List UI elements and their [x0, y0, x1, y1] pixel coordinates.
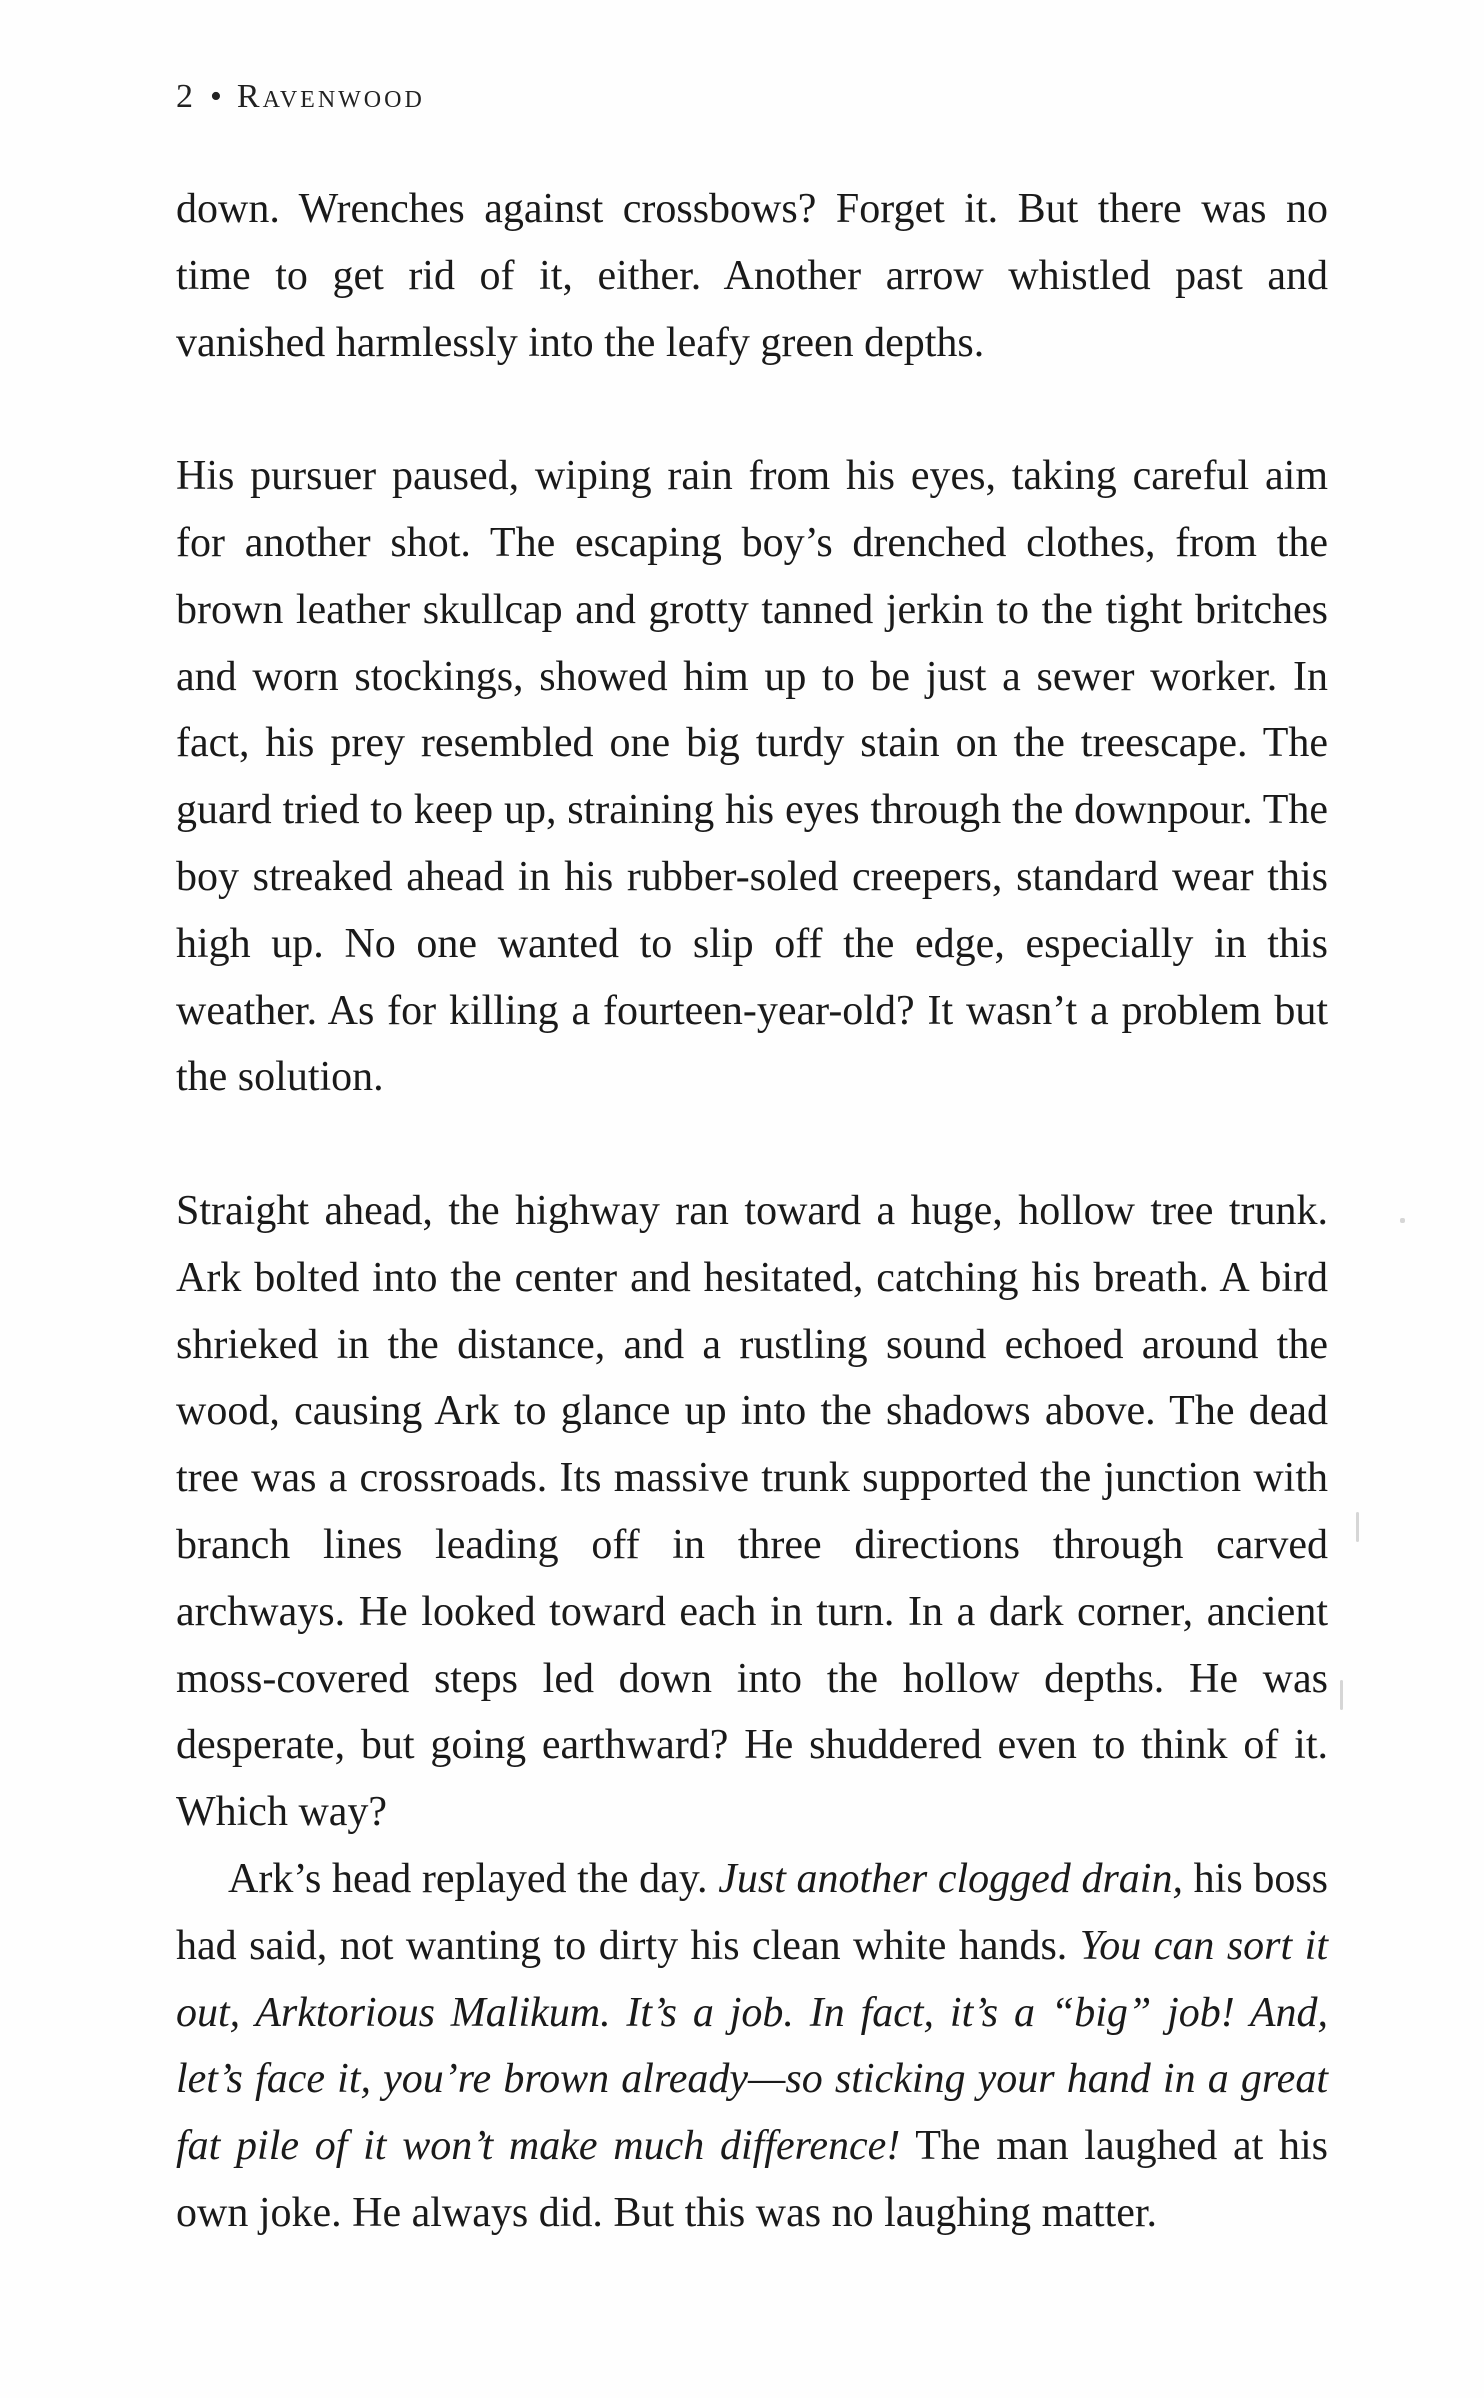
paragraph-2: His pursuer paused, wiping rain from his eyes, taking careful aim for another shot. The escaping boy’s drenched clothes, from the brown leather skullcap and grotty tanned jerkin to the tight britches and worn stockings, showed him up to be just a sewer worker. In fact, his prey resembled one big turdy stain on the treescape. The guard tried to keep up, straining his eyes through the downpour. The boy streaked ahead in his rubber-soled creepers, standard wear this high up. No one wanted to slip off the edge, especially in this weather. As for killing a fourteen-year-old? It wasn’t a problem but the solution.: [176, 453, 1328, 1101]
running-head: [176, 78, 425, 116]
paragraph-4: [176, 1846, 1328, 2247]
scan-speck: [1400, 1218, 1405, 1223]
header-separator: •: [210, 78, 223, 115]
paragraph-1: down. Wrenches against crossbows? Forget it. But there was no time to get rid of it, either. Another arrow whistled past and vanished harmlessly into the leafy green depths.: [176, 186, 1328, 366]
paragraph-4-seg3: his boss had said, not wanting to dirty his clean white hands.: [176, 1855, 1329, 1969]
scan-speck: [1340, 1680, 1343, 1710]
book-title: Ravenwood: [236, 78, 425, 115]
page-number: 2: [176, 78, 194, 115]
paragraph-4-seg1: Ark’s head replayed the day.: [228, 1855, 719, 1902]
paragraph-4-italic-2: You can sort it out, Arktorious Malikum. It’s a job. In fact, it’s a “big” job! And, let’s face it, you’re brown already—so sticking your hand in a great fat pile of it won’t make much difference!: [176, 1922, 1328, 2170]
paragraph-4-italic-1: Just another clogged drain,: [718, 1855, 1183, 1902]
body-text: [176, 176, 1328, 2247]
paragraph-4-seg5: The man laughed at his own joke. He always did. But this was no laughing matter.: [176, 2123, 1329, 2236]
scan-speck: [1356, 1512, 1359, 1542]
paragraph-3: Straight ahead, the highway ran toward a huge, hollow tree trunk. Ark bolted into the center and hesitated, catching his breath. A bird shrieked in the distance, and a rustling sound echoed around the wood, causing Ark to glance up into the shadows above. The dead tree was a crossroads. Its massive trunk supported the junction with branch lines leading off in three directions through carved archways. He looked toward each in turn. In a dark corner, ancient moss-covered steps led down into the hollow depths. He was desperate, but going earthward? He shuddered even to think of it. Which way?: [176, 1187, 1328, 1836]
